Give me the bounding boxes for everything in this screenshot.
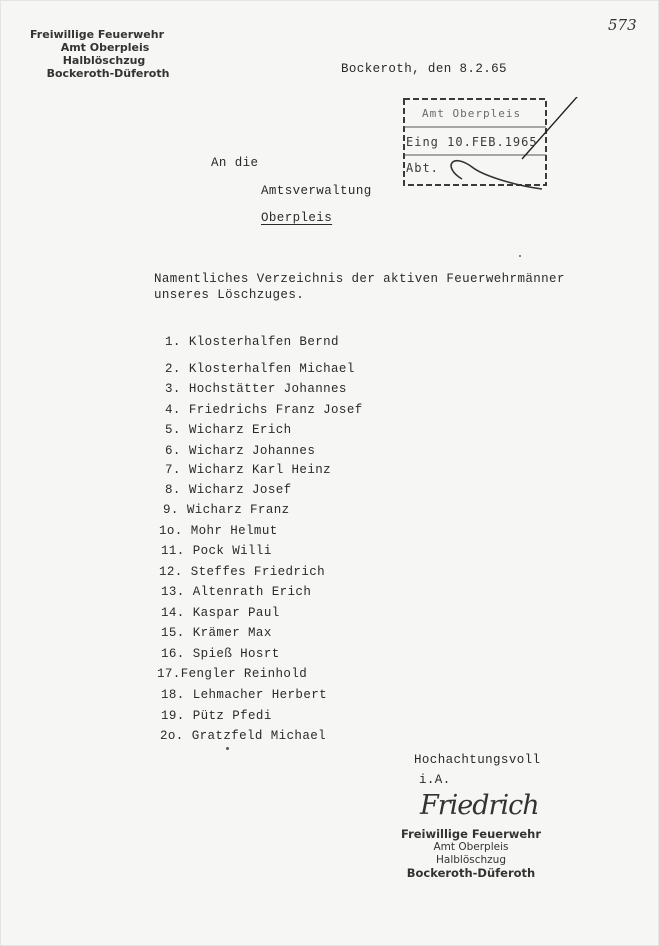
member-name: Spieß Hosrt bbox=[192, 647, 280, 661]
letterhead-line: Halblöschzug bbox=[62, 54, 146, 67]
member-name: Fengler Reinhold bbox=[180, 667, 308, 681]
member-number: 16. bbox=[161, 647, 185, 661]
member-number: 6. bbox=[165, 444, 181, 458]
member-number: 11. bbox=[161, 544, 185, 558]
member-name: Pütz Pfedi bbox=[192, 709, 272, 723]
member-name: Wicharz Josef bbox=[188, 483, 292, 497]
member-row bbox=[159, 565, 325, 579]
member-row bbox=[165, 362, 355, 376]
member-name: Wicharz Franz bbox=[186, 503, 290, 517]
member-row bbox=[161, 585, 311, 599]
member-number: 12. bbox=[159, 565, 183, 579]
member-row bbox=[157, 667, 307, 681]
footer-stamp-line: Amt Oberpleis bbox=[433, 841, 509, 853]
footer-stamp-line: Freiwillige Feuerwehr bbox=[400, 827, 542, 841]
member-number: 3. bbox=[165, 382, 181, 396]
member-row bbox=[165, 335, 339, 349]
member-number: 5. bbox=[165, 423, 181, 437]
member-row bbox=[161, 626, 272, 640]
scan-speck bbox=[519, 255, 521, 257]
intro-line-2: unseres Löschzuges. bbox=[154, 288, 305, 302]
member-number: 4. bbox=[165, 403, 181, 417]
member-number: 15. bbox=[161, 626, 185, 640]
member-number: 14. bbox=[161, 606, 185, 620]
member-number: 18. bbox=[161, 688, 185, 702]
member-number: 7. bbox=[165, 463, 181, 477]
member-row bbox=[161, 544, 272, 558]
place-date: Bockeroth, den 8.2.65 bbox=[341, 62, 507, 76]
member-row bbox=[161, 606, 280, 620]
member-number: 13. bbox=[161, 585, 185, 599]
member-name: Lehmacher Herbert bbox=[192, 688, 328, 702]
member-row bbox=[165, 444, 315, 458]
member-name: Hochstätter Johannes bbox=[188, 382, 347, 396]
member-number: 1o. bbox=[159, 524, 183, 538]
stamp-office: Amt Oberpleis bbox=[422, 107, 522, 120]
member-name: Krämer Max bbox=[192, 626, 272, 640]
member-number: 9. bbox=[163, 503, 179, 517]
member-row bbox=[165, 403, 363, 417]
member-row bbox=[165, 463, 331, 477]
member-name: Steffes Friedrich bbox=[190, 565, 326, 579]
member-name: Friedrichs Franz Josef bbox=[188, 403, 363, 417]
letterhead-stamp bbox=[30, 28, 170, 80]
letterhead-line: Bockeroth-Düferoth bbox=[46, 67, 170, 80]
closing-greeting: Hochachtungsvoll bbox=[414, 753, 541, 767]
member-name: Gratzfeld Michael bbox=[191, 729, 327, 743]
page-number: 573 bbox=[608, 16, 637, 34]
signature: Friedrich bbox=[420, 790, 539, 821]
footer-stamp-line: Bockeroth-Düferoth bbox=[406, 866, 536, 880]
member-row bbox=[165, 483, 292, 497]
member-number: 17. bbox=[157, 667, 181, 681]
member-row bbox=[163, 503, 290, 517]
member-row bbox=[161, 647, 280, 661]
member-row bbox=[161, 688, 327, 702]
stamp-department: Abt. bbox=[406, 161, 439, 175]
member-row bbox=[159, 524, 278, 538]
member-name: Kaspar Paul bbox=[192, 606, 280, 620]
member-name: Klosterhalfen Michael bbox=[188, 362, 355, 376]
recipient-office: Amtsverwaltung bbox=[261, 184, 372, 198]
member-row bbox=[165, 423, 292, 437]
member-name: Wicharz Erich bbox=[188, 423, 292, 437]
member-row bbox=[160, 729, 326, 743]
member-name: Wicharz Johannes bbox=[188, 444, 316, 458]
received-stamp bbox=[402, 97, 548, 187]
member-row bbox=[161, 709, 272, 723]
member-name: Pock Willi bbox=[192, 544, 272, 558]
footer-stamp-line: Halblöschzug bbox=[436, 854, 506, 866]
footer-stamp bbox=[396, 828, 546, 880]
letterhead-line: Freiwillige Feuerwehr bbox=[30, 28, 164, 41]
member-row bbox=[165, 382, 347, 396]
intro-line-1: Namentliches Verzeichnis der aktiven Feuerwehrmänner bbox=[154, 272, 565, 286]
member-name: Mohr Helmut bbox=[190, 524, 278, 538]
member-number: 19. bbox=[161, 709, 185, 723]
member-number: 8. bbox=[165, 483, 181, 497]
member-name: Wicharz Karl Heinz bbox=[188, 463, 332, 477]
stamp-date: Eing 10.FEB.1965 bbox=[406, 135, 538, 149]
recipient-salutation: An die bbox=[211, 156, 259, 170]
recipient-town: Oberpleis bbox=[261, 211, 333, 225]
member-number: 2. bbox=[165, 362, 181, 376]
closing-ia: i.A. bbox=[419, 773, 451, 787]
member-number: 1. bbox=[165, 335, 181, 349]
letterhead-line: Amt Oberpleis bbox=[60, 41, 150, 54]
scan-speck bbox=[226, 747, 229, 750]
member-name: Klosterhalfen Bernd bbox=[188, 335, 339, 349]
member-number: 2o. bbox=[160, 729, 184, 743]
member-name: Altenrath Erich bbox=[192, 585, 312, 599]
